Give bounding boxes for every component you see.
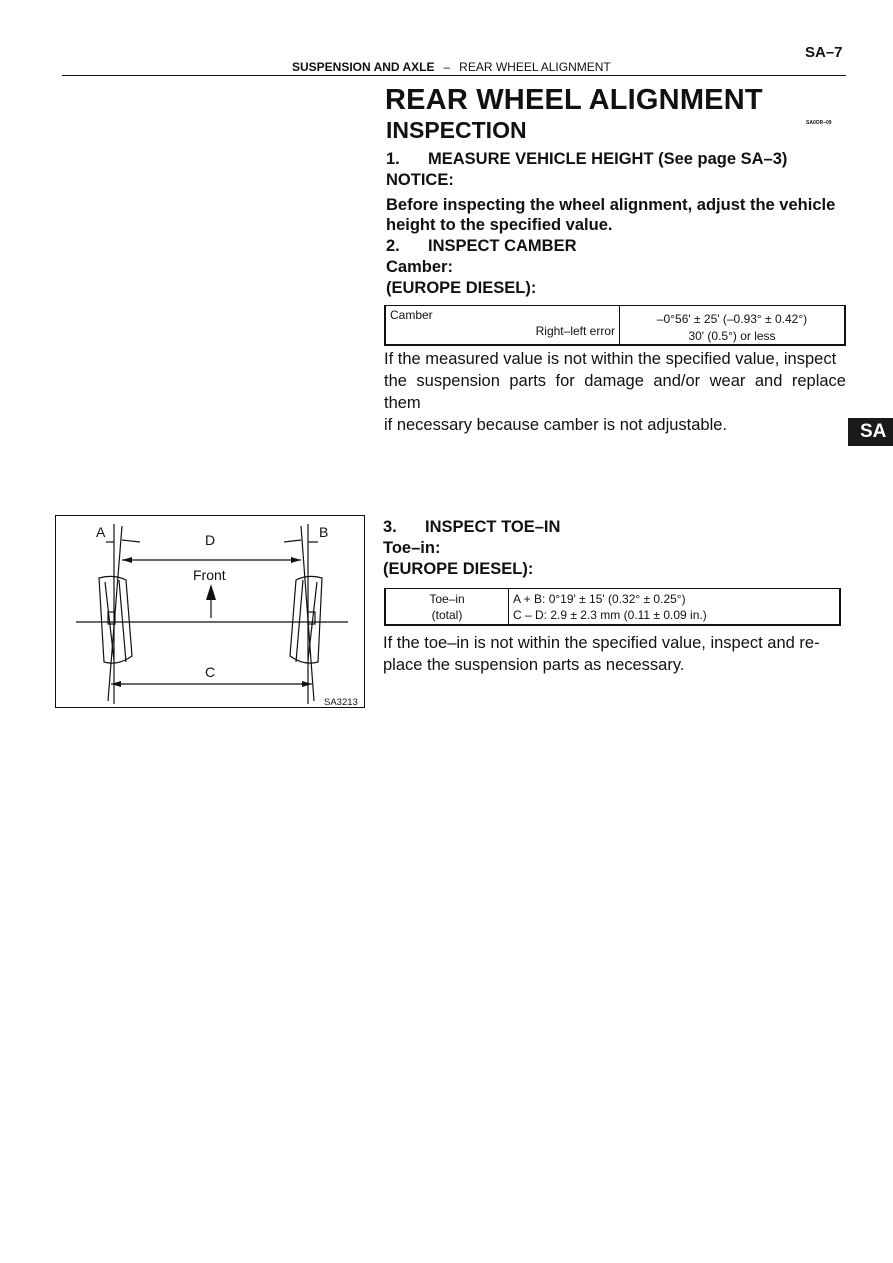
camber-row-label: Camber: [390, 308, 433, 322]
running-header: [292, 60, 611, 74]
page-subtitle: INSPECTION: [386, 117, 527, 143]
camber-note-line3: if necessary because camber is not adjustable.: [384, 416, 728, 434]
step2-number: 2.: [386, 237, 400, 255]
toe-in-value: A + B: 0°19' ± 15' (0.32° ± 0.25°): [513, 592, 686, 606]
toe-in-note-line2: place the suspension parts as necessary.: [383, 656, 685, 674]
toe-in-note-line1: If the toe–in is not within the specified value, inspect and re-: [383, 634, 820, 652]
front-arrow-head: [206, 584, 216, 600]
label-front: Front: [193, 567, 226, 583]
header-rule: [62, 75, 846, 76]
camber-value: –0°56' ± 25' (–0.93° ± 0.42°): [656, 312, 808, 326]
angle-a-leader: [122, 540, 140, 542]
toe-in-region: (EUROPE DIESEL):: [383, 560, 534, 578]
section-tab: SA: [848, 418, 893, 446]
label-d: D: [205, 532, 216, 548]
dimension-c-arrow-left: [111, 681, 121, 687]
header-separator: –: [443, 60, 451, 74]
step1-title: MEASURE VEHICLE HEIGHT (See page SA–3): [428, 150, 788, 168]
angle-b-leader: [284, 540, 301, 542]
left-wheel-centerline: [108, 526, 122, 701]
step3-number: 3.: [383, 518, 397, 536]
step2-heading: [386, 237, 577, 256]
header-section: SUSPENSION AND AXLE: [292, 60, 435, 74]
camber-spec-value-cell: [620, 306, 846, 345]
doc-code: SA0OR–09: [806, 120, 832, 126]
header-subsection: REAR WHEEL ALIGNMENT: [459, 60, 611, 74]
label-a: A: [96, 524, 106, 540]
camber-label: Camber:: [386, 258, 453, 276]
right-tire-tread-2: [296, 580, 303, 662]
dimension-c-arrow-right: [302, 681, 312, 687]
toe-in-sub-label: (total): [431, 608, 463, 622]
camber-spec-label-cell: [385, 306, 620, 345]
notice-text-line2: height to the specified value.: [386, 216, 613, 234]
toe-in-spec-value-cell: [509, 589, 841, 625]
label-b: B: [319, 524, 329, 540]
step3-title: INSPECT TOE–IN: [425, 518, 561, 536]
dimension-d-arrow-left: [122, 557, 132, 563]
camber-sub-label: Right–left error: [535, 324, 615, 338]
camber-note: [384, 348, 846, 436]
step3-heading: [383, 518, 560, 537]
toe-in-spec-table: [384, 588, 841, 626]
camber-region: (EUROPE DIESEL):: [386, 279, 537, 297]
figure-code: SA3213: [324, 697, 358, 708]
step2-title: INSPECT CAMBER: [428, 237, 577, 255]
dimension-d-arrow-right: [291, 557, 301, 563]
camber-note-line1: If the measured value is not within the specified value, inspect: [384, 350, 837, 368]
camber-note-line2: the suspension parts for damage and/or wear and replace them: [384, 372, 846, 412]
step1-number: 1.: [386, 150, 400, 168]
page-title: REAR WHEEL ALIGNMENT: [385, 84, 763, 116]
toe-in-spec-label-cell: [385, 589, 509, 625]
notice-text-line1: Before inspecting the wheel alignment, adjust the vehicle: [386, 196, 836, 214]
right-tire-tread: [308, 582, 317, 660]
notice-label: NOTICE:: [386, 171, 454, 189]
toe-in-note: [383, 632, 845, 676]
label-c: C: [205, 664, 216, 680]
toe-in-sub-value: C – D: 2.9 ± 2.3 mm (0.11 ± 0.09 in.): [513, 608, 707, 622]
left-tire-tread-2: [119, 580, 126, 662]
toe-in-diagram: [55, 515, 365, 708]
page-number: SA–7: [805, 44, 843, 61]
step1-heading: [386, 150, 787, 169]
toe-in-label: Toe–in:: [383, 539, 441, 557]
camber-spec-table: [384, 305, 846, 346]
toe-in-row-label: Toe–in: [429, 592, 465, 606]
camber-sub-value: 30' (0.5°) or less: [688, 329, 776, 343]
